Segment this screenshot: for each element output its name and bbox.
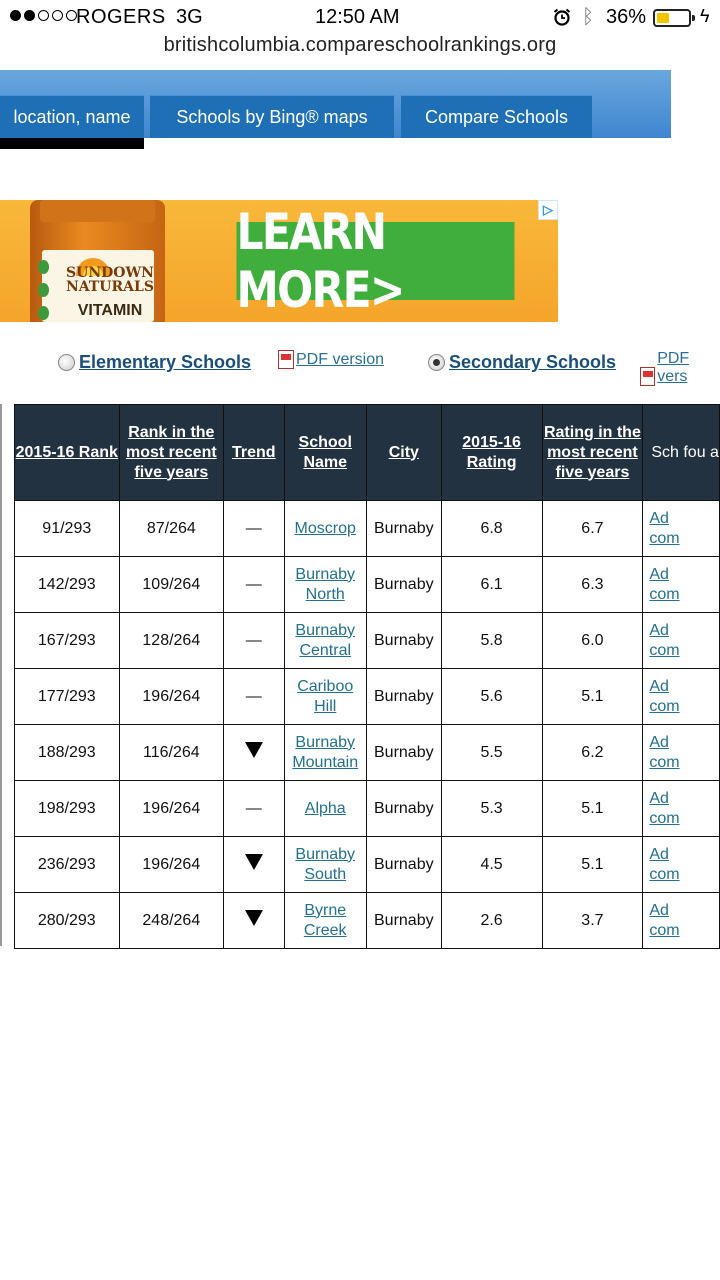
school-link[interactable]: Alpha xyxy=(304,799,346,817)
city-cell: Burnaby xyxy=(366,557,441,613)
trend-cell xyxy=(224,893,284,949)
school-details-cell xyxy=(643,613,720,669)
elementary-schools-option[interactable] xyxy=(58,352,251,373)
school-detail-link[interactable]: Ad com xyxy=(649,509,680,547)
pdf-link-secondary[interactable]: PDF vers xyxy=(640,350,720,386)
city-cell: Burnaby xyxy=(366,613,441,669)
city-cell: Burnaby xyxy=(366,837,441,893)
rank-cell: 142/293 xyxy=(15,557,120,613)
rank-five-year-cell: 87/264 xyxy=(119,501,224,557)
pdf-icon xyxy=(640,367,655,386)
trend-down-icon xyxy=(245,742,263,758)
city-cell: Burnaby xyxy=(366,725,441,781)
secondary-label[interactable]: Secondary Schools xyxy=(449,352,617,372)
rating-five-year-cell: 6.7 xyxy=(542,501,643,557)
rating-cell: 5.8 xyxy=(441,613,542,669)
nav-tab-bing-maps[interactable]: Schools by Bing® maps xyxy=(150,95,394,138)
rank-five-year-cell: 109/264 xyxy=(119,557,224,613)
header-rating[interactable]: 2015-16 Rating xyxy=(441,405,542,501)
rating-cell: 5.5 xyxy=(441,725,542,781)
rank-cell: 280/293 xyxy=(15,893,120,949)
rank-cell: 188/293 xyxy=(15,725,120,781)
radio-secondary[interactable] xyxy=(428,354,445,371)
school-link[interactable]: Burnaby North xyxy=(295,565,356,603)
school-name-cell xyxy=(284,893,366,949)
rank-five-year-cell: 196/264 xyxy=(119,781,224,837)
school-details-cell xyxy=(643,781,720,837)
clock: 12:50 AM xyxy=(315,6,400,28)
school-detail-link[interactable]: Ad com xyxy=(649,901,680,939)
city-cell: Burnaby xyxy=(366,501,441,557)
header-trend[interactable]: Trend xyxy=(224,405,284,501)
radio-elementary[interactable] xyxy=(58,354,75,371)
trend-cell: — xyxy=(224,669,284,725)
school-name-cell xyxy=(284,669,366,725)
trend-down-icon xyxy=(245,854,263,870)
table-header-row xyxy=(15,405,720,501)
trend-down-icon xyxy=(245,910,263,926)
rank-five-year-cell: 128/264 xyxy=(119,613,224,669)
rating-cell: 4.5 xyxy=(441,837,542,893)
network-type: 3G xyxy=(176,6,203,28)
city-cell: Burnaby xyxy=(366,781,441,837)
table-row xyxy=(15,557,720,613)
rank-cell: 198/293 xyxy=(15,781,120,837)
school-details-cell xyxy=(643,893,720,949)
school-link[interactable]: Cariboo Hill xyxy=(297,677,354,715)
rating-cell: 6.8 xyxy=(441,501,542,557)
header-rank-five-years[interactable]: Rank in the most recent five years xyxy=(119,405,224,501)
header-city[interactable]: City xyxy=(366,405,441,501)
school-detail-link[interactable]: Ad com xyxy=(649,621,680,659)
school-details-cell xyxy=(643,669,720,725)
table-row xyxy=(15,501,720,557)
bluetooth-icon: ᛒ xyxy=(582,6,594,28)
site-navbar xyxy=(0,70,671,138)
trend-cell xyxy=(224,725,284,781)
rankings-table xyxy=(14,404,720,949)
rating-cell: 6.1 xyxy=(441,557,542,613)
rank-five-year-cell: 196/264 xyxy=(119,669,224,725)
school-name-cell xyxy=(284,557,366,613)
table-row xyxy=(15,669,720,725)
secondary-schools-option[interactable] xyxy=(428,352,616,373)
header-school-name[interactable]: School Name xyxy=(284,405,366,501)
school-name-cell xyxy=(284,725,366,781)
ad-product-text: VITAMIN xyxy=(77,302,143,319)
carrier-name: ROGERS xyxy=(76,6,166,28)
trend-cell: — xyxy=(224,501,284,557)
school-details-cell xyxy=(643,725,720,781)
rating-five-year-cell: 5.1 xyxy=(542,781,643,837)
school-link[interactable]: Burnaby Mountain xyxy=(292,733,359,771)
rank-cell: 177/293 xyxy=(15,669,120,725)
school-details-cell xyxy=(643,501,720,557)
learn-more-button[interactable]: LEARN MORE> xyxy=(237,222,515,300)
header-school-found: Sch fou a xyxy=(643,405,720,501)
trend-cell: — xyxy=(224,781,284,837)
rank-five-year-cell: 196/264 xyxy=(119,837,224,893)
school-detail-link[interactable]: Ad com xyxy=(649,565,680,603)
trend-cell xyxy=(224,837,284,893)
school-name-cell xyxy=(284,501,366,557)
school-detail-link[interactable]: Ad com xyxy=(649,733,680,771)
rank-five-year-cell: 116/264 xyxy=(119,725,224,781)
elementary-label[interactable]: Elementary Schools xyxy=(79,352,252,372)
header-rating-five-years[interactable]: Rating in the most recent five years xyxy=(542,405,643,501)
school-details-cell xyxy=(643,557,720,613)
trend-cell: — xyxy=(224,557,284,613)
school-detail-link[interactable]: Ad com xyxy=(649,789,680,827)
school-link[interactable]: Byrne Creek xyxy=(303,901,347,939)
rating-five-year-cell: 6.0 xyxy=(542,613,643,669)
nav-tab-location-name[interactable]: location, name xyxy=(0,95,144,138)
table-row xyxy=(15,725,720,781)
header-rank[interactable]: 2015-16 Rank xyxy=(15,405,120,501)
table-row xyxy=(15,613,720,669)
nav-tab-compare-schools[interactable]: Compare Schools xyxy=(401,95,592,138)
adchoices-icon[interactable]: ▷ xyxy=(538,200,558,220)
table-row xyxy=(15,837,720,893)
rating-cell: 2.6 xyxy=(441,893,542,949)
signal-strength-icon xyxy=(10,10,77,21)
battery-percent: 36% xyxy=(606,6,647,28)
advertisement-banner[interactable] xyxy=(0,200,558,322)
rank-cell: 91/293 xyxy=(15,501,120,557)
rating-five-year-cell: 5.1 xyxy=(542,837,643,893)
city-cell: Burnaby xyxy=(366,893,441,949)
school-name-cell xyxy=(284,837,366,893)
charging-icon: ϟ xyxy=(700,6,710,26)
rating-five-year-cell: 6.2 xyxy=(542,725,643,781)
rating-cell: 5.6 xyxy=(441,669,542,725)
pdf-icon xyxy=(278,350,294,369)
school-link[interactable]: Burnaby Central xyxy=(295,621,356,659)
battery-icon xyxy=(653,9,691,27)
school-link[interactable]: Burnaby South xyxy=(295,845,356,883)
school-detail-link[interactable]: Ad com xyxy=(649,845,680,883)
table-row xyxy=(15,781,720,837)
school-details-cell xyxy=(643,837,720,893)
pdf-link-elementary[interactable]: PDF version xyxy=(278,350,384,369)
trend-cell: — xyxy=(224,613,284,669)
status-bar xyxy=(0,0,720,36)
rating-five-year-cell: 5.1 xyxy=(542,669,643,725)
school-name-cell xyxy=(284,613,366,669)
table-row xyxy=(15,893,720,949)
rank-cell: 236/293 xyxy=(15,837,120,893)
rating-five-year-cell: 6.3 xyxy=(542,557,643,613)
school-name-cell xyxy=(284,781,366,837)
rating-five-year-cell: 3.7 xyxy=(542,893,643,949)
city-cell: Burnaby xyxy=(366,669,441,725)
rating-cell: 5.3 xyxy=(441,781,542,837)
alarm-icon xyxy=(553,8,571,26)
url-bar[interactable]: britishcolumbia.compareschoolrankings.org xyxy=(163,34,557,56)
ad-brand-text: SUNDOWN NATURALS xyxy=(66,265,154,295)
school-detail-link[interactable]: Ad com xyxy=(649,677,680,715)
rank-five-year-cell: 248/264 xyxy=(119,893,224,949)
rank-cell: 167/293 xyxy=(15,613,120,669)
school-link[interactable]: Moscrop xyxy=(294,519,356,537)
active-tab-indicator xyxy=(0,138,144,149)
